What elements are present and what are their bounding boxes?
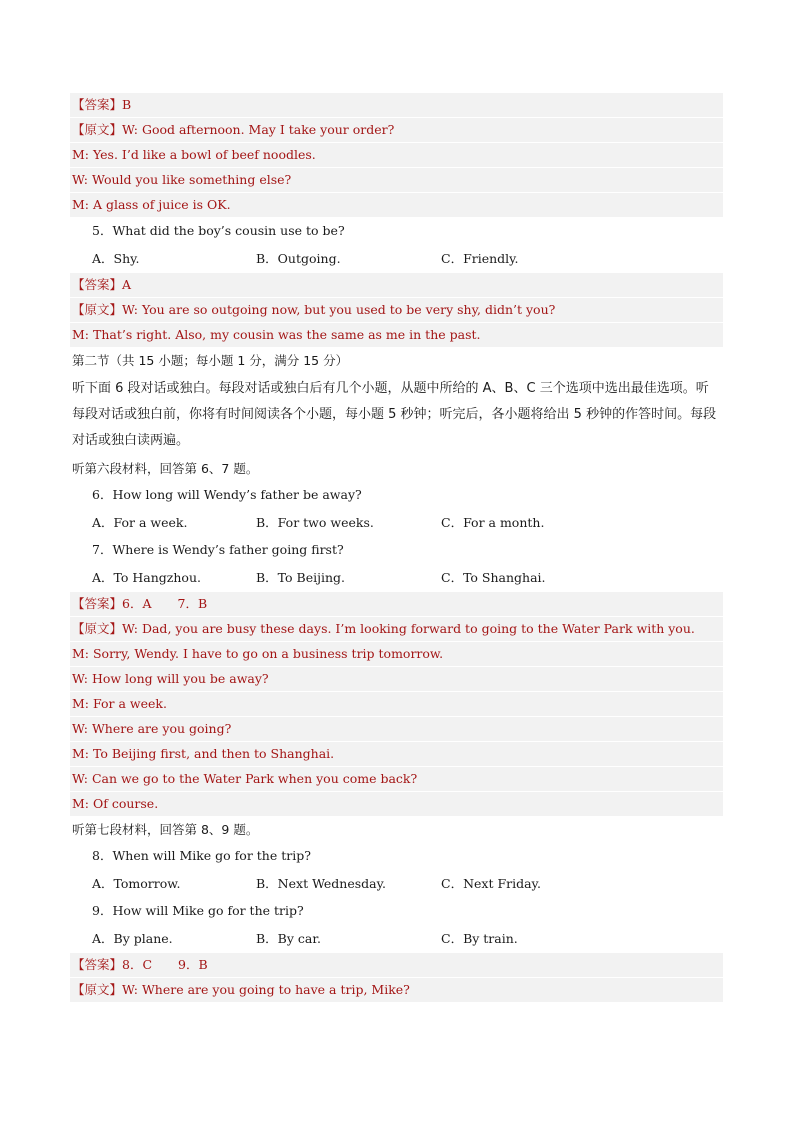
answer-value: B [122, 97, 132, 112]
transcript-line [70, 118, 723, 143]
answer-value: 6．A [122, 596, 152, 611]
answer-value: A [122, 277, 132, 292]
answer-value: 7．B [177, 596, 208, 611]
option-a: A．By plane. [92, 931, 173, 946]
answer-tag: 【答案】 [72, 957, 123, 972]
transcript-text: W: Dad, you are busy these days. I’m looking forward to going to the Water Park with you. [122, 621, 695, 636]
transcript-tag: 【原文】 [72, 982, 123, 997]
material-intro: 听第六段材料，回答第 6、7 题。 [72, 461, 259, 476]
answer-row [70, 273, 723, 298]
transcript-line: M: For a week. [70, 692, 723, 717]
answer-row [70, 93, 723, 118]
question-6-options [70, 509, 723, 537]
option-c: C．For a month. [441, 515, 545, 530]
answer-tag: 【答案】 [72, 596, 123, 611]
material-intro: 听第七段材料，回答第 8、9 题。 [72, 822, 259, 837]
document-content [70, 93, 723, 1003]
option-a: A．Shy. [92, 251, 140, 266]
option-a: A．To Hangzhou. [92, 570, 201, 585]
question-5-options [70, 245, 723, 273]
section-instructions: 听下面 6 段对话或独白。每段对话或独白后有几个小题，从题中所给的 A、B、C 三个选项中选出最佳选项。听每段对话或独白前，你将有时间阅读各个小题，每小题 5 秒钟；听完后，各小题将给出 5 秒钟的作答时间。每段对话或独白读两遍。 [72, 381, 717, 448]
option-c: C．By train. [441, 931, 518, 946]
question-9-options [70, 925, 723, 953]
transcript-line: M: A glass of juice is OK. [70, 193, 723, 218]
question-5: 5．What did the boy’s cousin use to be? [92, 223, 345, 238]
transcript-line: M: Sorry, Wendy. I have to go on a business trip tomorrow. [70, 642, 723, 667]
transcript-line: M: That’s right. Also, my cousin was the same as me in the past. [70, 323, 723, 348]
transcript-tag: 【原文】 [72, 302, 123, 317]
transcript-line: W: Would you like something else? [70, 168, 723, 193]
transcript-line: M: To Beijing first, and then to Shanghai. [70, 742, 723, 767]
option-a: A．For a week. [92, 515, 188, 530]
answer-value: 8．C [122, 957, 153, 972]
transcript-tag: 【原文】 [72, 621, 123, 636]
transcript-line [70, 617, 723, 642]
question-7: 7．Where is Wendy’s father going first? [92, 542, 344, 557]
option-c: C．Next Friday. [441, 876, 541, 891]
question-7-options [70, 564, 723, 592]
question-8: 8．When will Mike go for the trip? [92, 848, 311, 863]
transcript-text: W: Where are you going to have a trip, Mike? [122, 982, 410, 997]
answer-value: 9．B [178, 957, 208, 972]
option-a: A．Tomorrow. [92, 876, 181, 891]
option-b: B．For two weeks. [256, 515, 374, 530]
answer-row [70, 592, 723, 617]
transcript-line: W: Where are you going? [70, 717, 723, 742]
question-6: 6．How long will Wendy’s father be away? [92, 487, 362, 502]
answer-tag: 【答案】 [72, 97, 123, 112]
option-b: B．Outgoing. [256, 251, 341, 266]
question-9: 9．How will Mike go for the trip? [92, 903, 304, 918]
question-8-options [70, 870, 723, 898]
transcript-text: W: You are so outgoing now, but you used to be very shy, didn’t you? [122, 302, 556, 317]
option-b: B．Next Wednesday. [256, 876, 386, 891]
option-b: B．By car. [256, 931, 321, 946]
transcript-line [70, 978, 723, 1003]
transcript-line: M: Of course. [70, 792, 723, 817]
option-c: C．Friendly. [441, 251, 519, 266]
transcript-line: W: Can we go to the Water Park when you come back? [70, 767, 723, 792]
option-b: B．To Beijing. [256, 570, 346, 585]
transcript-tag: 【原文】 [72, 122, 123, 137]
answer-tag: 【答案】 [72, 277, 123, 292]
transcript-line: M: Yes. I’d like a bowl of beef noodles. [70, 143, 723, 168]
answer-row [70, 953, 723, 978]
transcript-line: W: How long will you be away? [70, 667, 723, 692]
transcript-line [70, 298, 723, 323]
section-heading: 第二节（共 15 小题；每小题 1 分，满分 15 分） [72, 353, 349, 368]
transcript-text: W: Good afternoon. May I take your order? [122, 122, 395, 137]
option-c: C．To Shanghai. [441, 570, 546, 585]
